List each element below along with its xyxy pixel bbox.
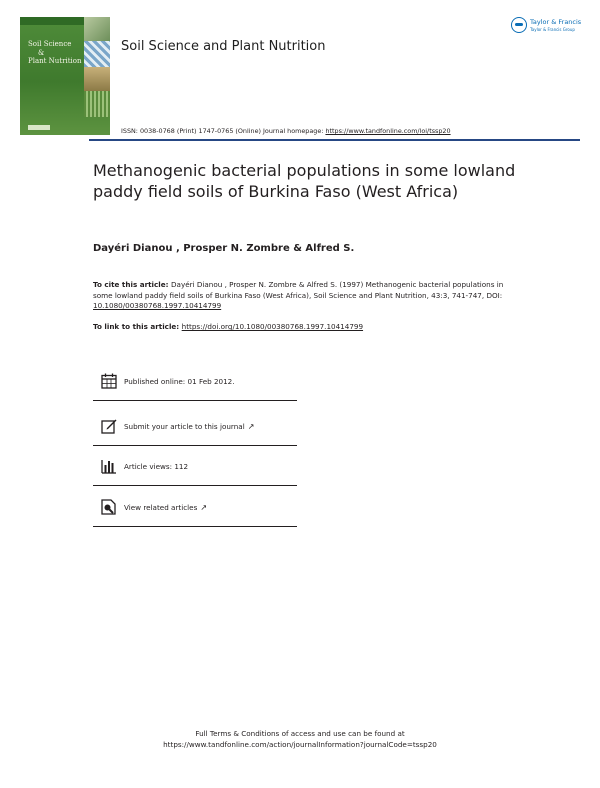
- footer-terms-text: Full Terms & Conditions of access and use can be found at: [195, 729, 405, 738]
- document-search-icon: [101, 499, 117, 515]
- publisher-logo-sub: Taylor & Francis Group: [530, 27, 575, 32]
- cover-title-line: Soil Science: [28, 40, 72, 48]
- article-views: Article views: 112: [124, 462, 189, 471]
- cover-title: [28, 40, 88, 66]
- cover-photo: [84, 17, 110, 41]
- submit-row[interactable]: [93, 405, 297, 446]
- citation-block: [93, 280, 513, 312]
- issn-line: [121, 127, 451, 135]
- article-doi-link[interactable]: https://doi.org/10.1080/00380768.1997.10414799: [181, 322, 364, 331]
- external-link-icon: ↗: [200, 503, 208, 512]
- footer: [0, 728, 600, 750]
- citation-label: To cite this article:: [93, 280, 171, 289]
- article-title: Methanogenic bacterial populations in some lowland paddy field soils of Burkina Faso (West Africa): [93, 161, 516, 201]
- journal-homepage-link[interactable]: https://www.tandfonline.com/loi/tssp20: [325, 127, 451, 135]
- cover-photo: [84, 67, 110, 91]
- publisher-logo[interactable]: [511, 17, 583, 35]
- bar-chart-icon: [101, 458, 117, 474]
- header-rule: [89, 139, 580, 141]
- citation-doi-link[interactable]: 10.1080/00380768.1997.10414799: [93, 301, 222, 310]
- journal-cover-image: [20, 17, 110, 135]
- calendar-icon: [101, 373, 117, 389]
- related-row[interactable]: [93, 486, 297, 527]
- citation-text: Dayéri Dianou , Prosper N. Zombre & Alfred S. (1997) Methanogenic bacterial populations in some lowland paddy field soils of Burkina Faso (West Africa), Soil Science and Plant Nutrition, 43:3, 741-747, DOI:: [93, 280, 504, 300]
- journal-name: Soil Science and Plant Nutrition: [121, 39, 326, 54]
- external-link-icon: ↗: [247, 422, 255, 431]
- publisher-logo-name: Taylor & Francis: [530, 18, 582, 26]
- submit-link[interactable]: [124, 422, 254, 431]
- publisher-logo-icon: [511, 17, 527, 33]
- issn-text: ISSN: 0038-0768 (Print) 1747-0765 (Online) Journal homepage:: [121, 127, 326, 135]
- cover-photo: [84, 91, 110, 117]
- related-articles-link[interactable]: [124, 503, 207, 512]
- article-link-label: To link to this article:: [93, 322, 182, 331]
- article-link-line: [93, 322, 363, 331]
- submit-link-label: Submit your article to this journal: [124, 422, 245, 431]
- cover-publisher-mark: [28, 125, 50, 130]
- published-date: Published online: 01 Feb 2012.: [124, 377, 235, 386]
- article-authors: Dayéri Dianou , Prosper N. Zombre & Alfred S.: [93, 243, 355, 254]
- cover-title-line: &: [38, 48, 45, 57]
- published-row: [93, 360, 297, 401]
- edit-icon: [101, 418, 117, 434]
- cover-title-line: Plant Nutrition: [28, 57, 82, 65]
- cover-photo: [84, 41, 110, 67]
- footer-terms-link[interactable]: https://www.tandfonline.com/action/journalInformation?journalCode=tssp20: [163, 740, 437, 749]
- related-articles-label: View related articles: [124, 503, 198, 512]
- views-row: [93, 445, 297, 486]
